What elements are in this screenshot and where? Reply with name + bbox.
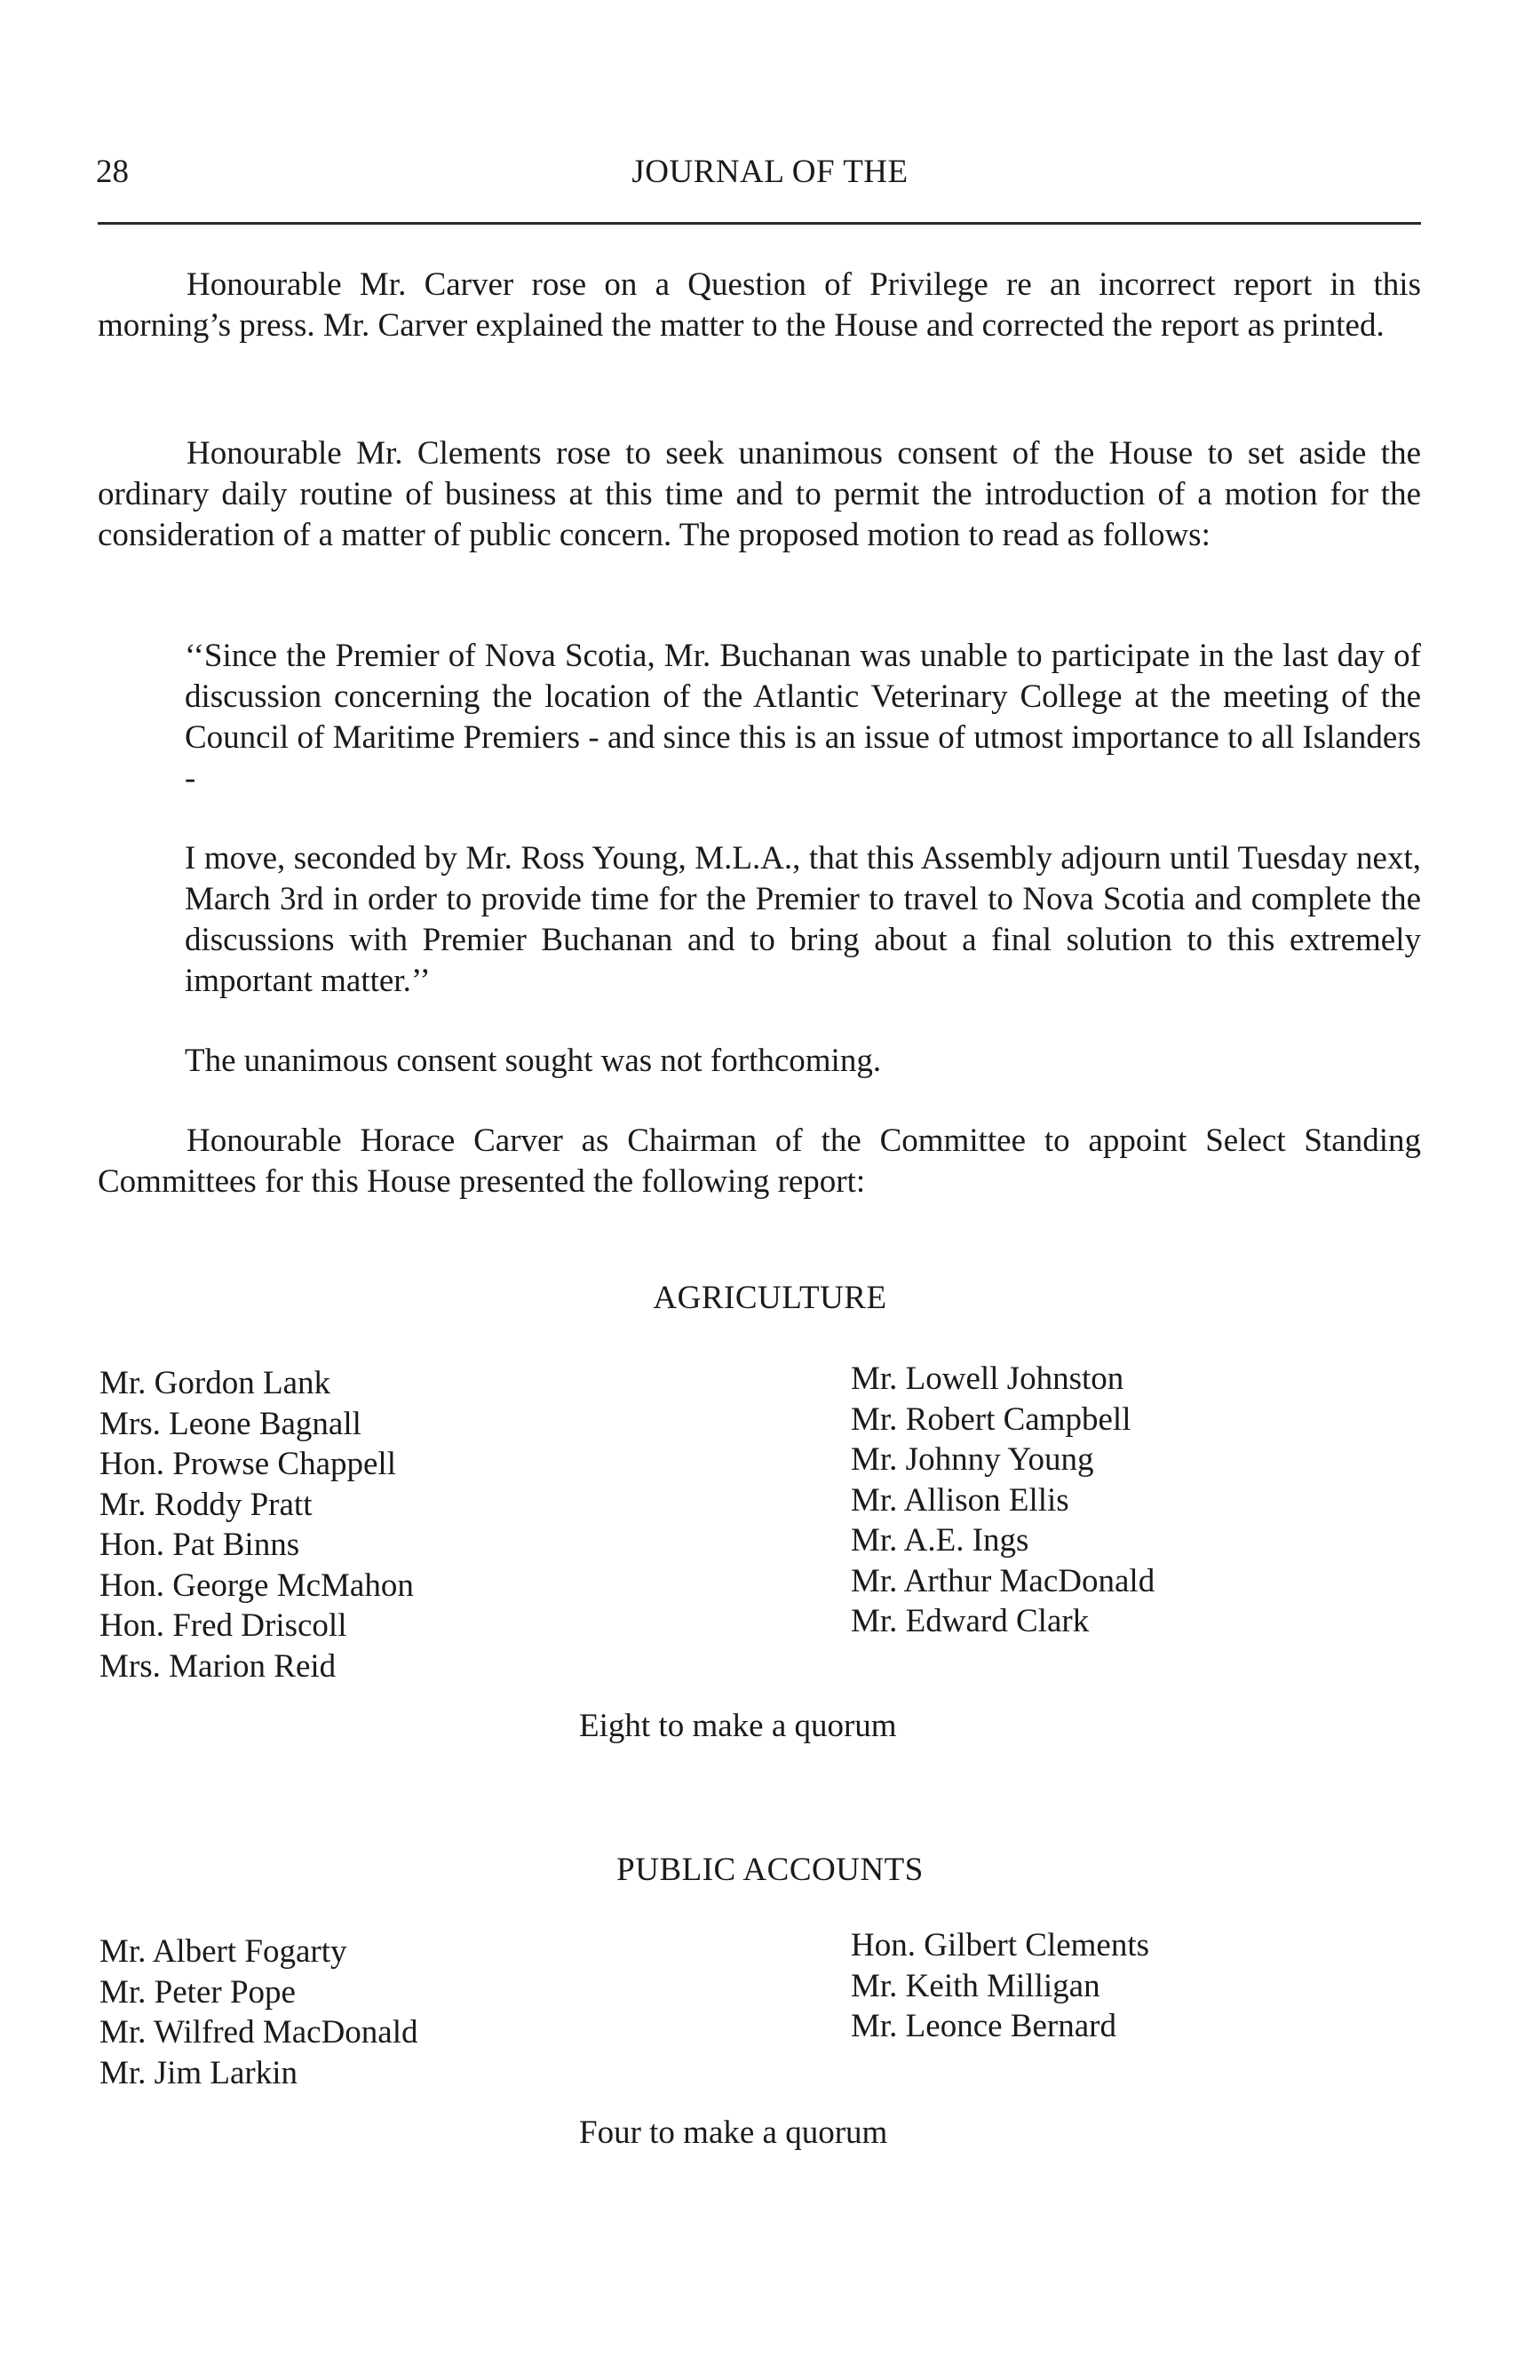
member-name: Mr. Edward Clark: [851, 1603, 1090, 1639]
member-name: Mrs. Leone Bagnall: [99, 1405, 361, 1442]
member-name: Hon. Prowse Chappell: [99, 1446, 396, 1482]
agriculture-quorum: Eight to make a quorum: [579, 1708, 897, 1744]
quoted-motion-part-1: ‘‘Since the Premier of Nova Scotia, Mr. Buchanan was unable to participate in the last day of discussion concerning the location of the Atlantic Veterinary College at the meeting of the Council of Maritime Premiers - and since this is an issue of utmost importance to all Islanders -: [185, 638, 1421, 797]
member-name: Hon. Pat Binns: [99, 1527, 300, 1563]
member-name: Mr. Jim Larkin: [99, 2054, 298, 2091]
public-accounts-members-left: [99, 1932, 418, 2093]
running-head: JOURNAL OF THE: [631, 154, 909, 190]
member-name: Mr. Wilfred MacDonald: [99, 2014, 418, 2051]
agriculture-members-left: [99, 1363, 414, 1686]
committee-heading-public-accounts: PUBLIC ACCOUNTS: [616, 1852, 924, 1888]
member-name: Hon. George McMahon: [99, 1567, 414, 1604]
paragraph-privilege: [98, 265, 1421, 346]
paragraph-consent-request-text: Honourable Mr. Clements rose to seek unanimous consent of the House to set aside the ordinary daily routine of business at this time and to permit the introduction of a motion for the consideration of a matter of public concern. The proposed motion to read as follows:: [98, 435, 1421, 553]
member-name: Mr. Roddy Pratt: [99, 1486, 313, 1523]
member-name: Mr. Robert Campbell: [851, 1400, 1131, 1438]
member-name: Mr. Peter Pope: [99, 1973, 296, 2011]
header-rule: [98, 222, 1421, 225]
member-name: Mr. Keith Milligan: [851, 1967, 1100, 2004]
page-number: 28: [96, 154, 129, 190]
agriculture-members-right: [851, 1359, 1155, 1642]
public-accounts-members-right: [851, 1925, 1149, 2047]
committee-heading-agriculture: AGRICULTURE: [653, 1280, 887, 1316]
member-name: Mr. Leonce Bernard: [851, 2008, 1116, 2044]
member-name: Mr. Arthur MacDonald: [851, 1562, 1155, 1599]
member-name: Mr. Gordon Lank: [99, 1365, 330, 1401]
member-name: Mr. Allison Ellis: [851, 1481, 1069, 1519]
member-name: Mr. Johnny Young: [851, 1441, 1094, 1478]
member-name: Hon. Gilbert Clements: [851, 1927, 1150, 1964]
quoted-motion-part-2: I move, seconded by Mr. Ross Young, M.L.A., that this Assembly adjourn until Tuesday next, March 3rd in order to provide time for the Premier to travel to Nova Scotia and complete the discussions with Premier Buchanan and to bring about a final solution to this extremely important matter.’’: [185, 840, 1421, 999]
member-name: Mrs. Marion Reid: [99, 1647, 337, 1685]
paragraph-consent-result: The unanimous consent sought was not forthcoming.: [185, 1043, 882, 1079]
paragraph-consent-request: [98, 433, 1421, 556]
paragraph-privilege-text: Honourable Mr. Carver rose on a Question of Privilege re an incorrect report in this morning’s press. Mr. Carver explained the matter to the House and corrected the report as printed.: [98, 266, 1421, 344]
paragraph-report-intro-text: Honourable Horace Carver as Chairman of the Committee to appoint Select Standing Committees for this House presented the following report:: [98, 1123, 1421, 1200]
member-name: Mr. Lowell Johnston: [851, 1361, 1124, 1397]
member-name: Mr. Albert Fogarty: [99, 1933, 347, 1970]
member-name: Hon. Fred Driscoll: [99, 1607, 347, 1644]
paragraph-report-intro: [98, 1121, 1421, 1202]
public-accounts-quorum: Four to make a quorum: [579, 2114, 888, 2151]
member-name: Mr. A.E. Ings: [851, 1522, 1029, 1559]
